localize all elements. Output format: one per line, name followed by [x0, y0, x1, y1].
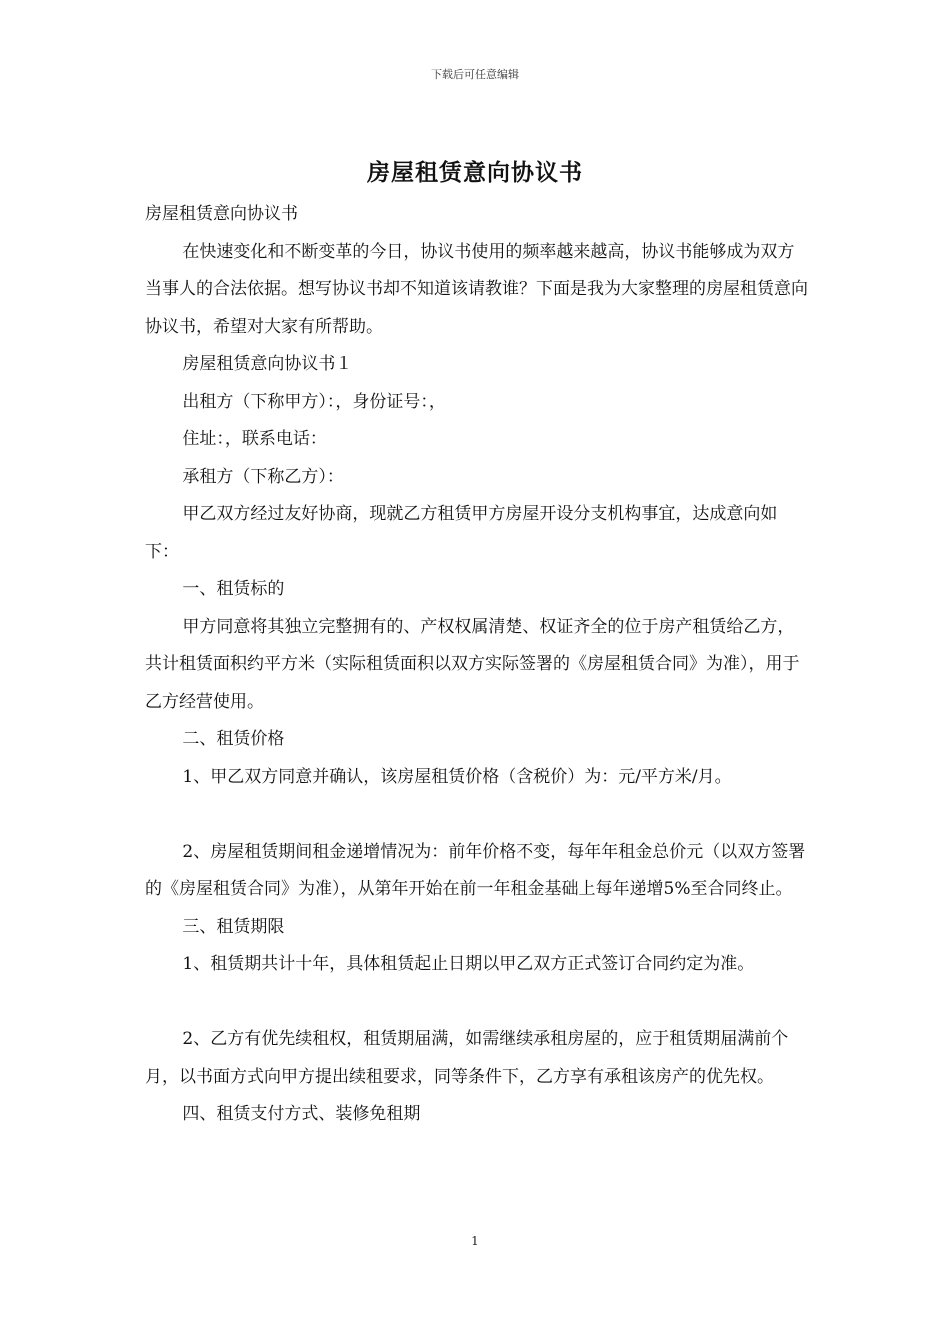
header-note: 下载后可任意编辑 [431, 68, 519, 81]
lessee-line: 承租方（下称乙方）： [182, 466, 344, 487]
section-heading-payment: 四、租赁支付方式、装修免租期 [182, 1104, 421, 1124]
address-line: 住址：，联系电话： [182, 429, 327, 449]
paragraph-gap [145, 796, 809, 834]
body-subtitle: 房屋租赁意向协议书 [145, 204, 298, 224]
section-heading-lease-object: 一、租赁标的 [182, 579, 285, 599]
body-paragraph-term-2: 2、乙方有优先续租权，租赁期届满，如需继续承租房屋的，应于租赁期届满前个月，以书面方式向甲方提出续租要求，同等条件下，乙方享有承租该房产的优先权。 [145, 1029, 789, 1087]
document-body [145, 196, 809, 1134]
document-title: 房屋租赁意向协议书 [367, 159, 583, 186]
body-paragraph-term-1: 1、租赁期共计十年，具体租赁起止日期以甲乙双方正式签订合同约定为准。 [182, 954, 755, 974]
body-paragraph-price-2: 2、房屋租赁期间租金递增情况为：前年价格不变，每年年租金总价元（以双方签署的《房屋租赁合同》为准），从第年开始在前一年租金基础上每年递增5%至合同终止。 [145, 841, 806, 899]
body-paragraph-intro: 在快速变化和不断变革的今日，协议书使用的频率越来越高，协议书能够成为双方当事人的合法依据。想写协议书却不知道该请教谁？下面是我为大家整理的房屋租赁意向协议书，希望对大家有所帮助。 [145, 241, 808, 337]
body-paragraph-consensus: 甲乙双方经过友好协商，现就乙方租赁甲方房屋开设分支机构事宜，达成意向如下： [145, 504, 778, 562]
section-heading-agreement-1: 房屋租赁意向协议书１ [182, 354, 353, 374]
body-paragraph-price-1: 1、甲乙双方同意并确认，该房屋租赁价格（含税价）为：元/平方米/月。 [182, 766, 732, 787]
lessor-line: 出租方（下称甲方）：，身份证号：， [182, 391, 446, 412]
section-heading-lease-term: 三、租赁期限 [182, 916, 285, 937]
section-heading-lease-price: 二、租赁价格 [182, 729, 285, 749]
body-paragraph-lease-object: 甲方同意将其独立完整拥有的、产权权属清楚、权证齐全的位于房产租赁给乙方，共计租赁面积约平方米（实际租赁面积以双方实际签署的《房屋租赁合同》为准），用于乙方经营使用。 [145, 616, 800, 712]
page-number: 1 [471, 1234, 479, 1248]
paragraph-gap [145, 984, 809, 1022]
